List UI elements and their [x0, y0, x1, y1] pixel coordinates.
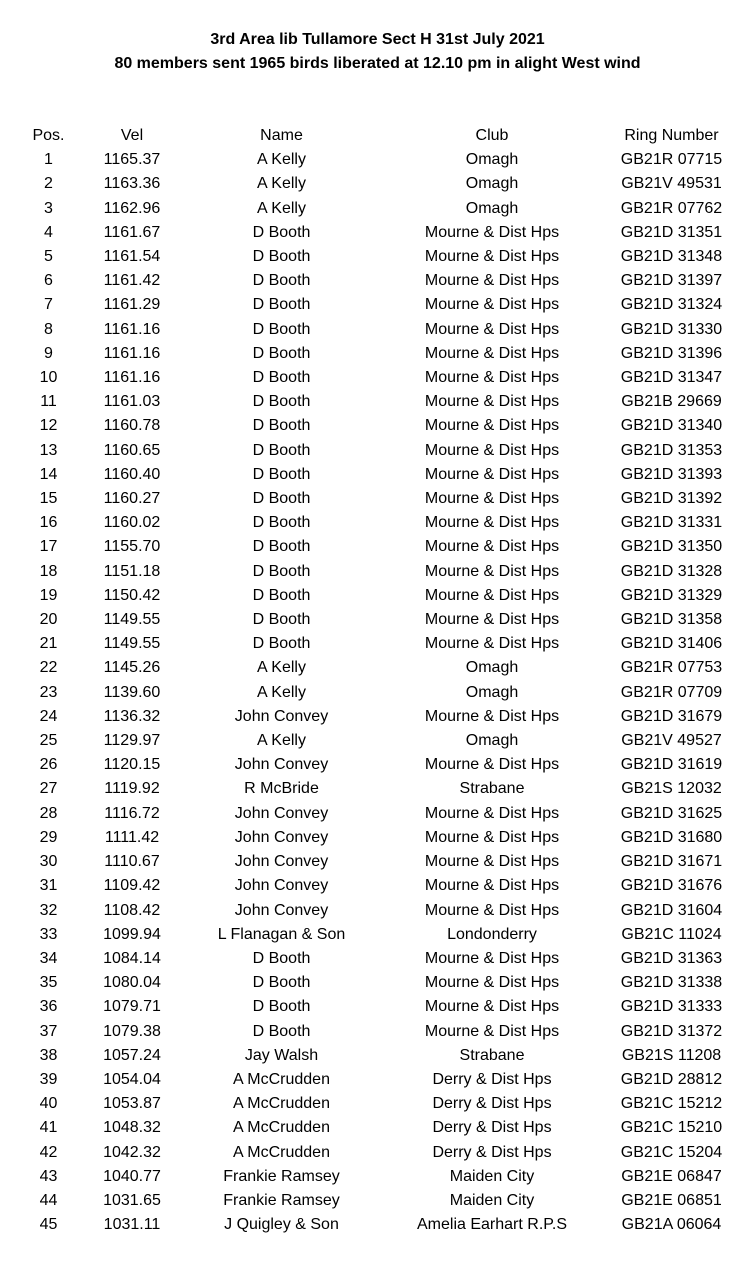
pos-cell: 41: [39, 1119, 58, 1137]
club-cell: Omagh: [465, 151, 519, 169]
name-cell: John Convey: [234, 707, 329, 725]
ring-number-cell: GB21E 06847: [621, 1167, 722, 1185]
club-cell: Mourne & Dist Hps: [424, 1022, 560, 1040]
table-row: [0, 487, 755, 511]
name-cell: D Booth: [252, 344, 311, 362]
ring-number-cell: GB21R 07762: [620, 199, 723, 217]
vel-cell: 1149.55: [103, 611, 161, 629]
table-row: [0, 947, 755, 971]
name-cell: D Booth: [252, 611, 311, 629]
club-cell: Mourne & Dist Hps: [424, 369, 560, 387]
club-cell: Derry & Dist Hps: [432, 1070, 552, 1088]
club-cell: Derry & Dist Hps: [432, 1095, 552, 1113]
club-cell: Strabane: [459, 780, 525, 798]
vel-cell: 1155.70: [103, 538, 161, 556]
vel-cell: 1151.18: [103, 562, 161, 580]
name-cell: D Booth: [252, 514, 311, 532]
pos-cell: 25: [39, 732, 58, 750]
name-cell: D Booth: [252, 538, 311, 556]
club-cell: Maiden City: [449, 1167, 535, 1185]
results-body: [0, 148, 755, 1237]
ring-number-cell: GB21D 31347: [620, 369, 723, 387]
ring-number-cell: GB21D 31358: [620, 611, 723, 629]
pos-cell: 10: [39, 369, 58, 387]
ring-number-cell: GB21D 31619: [620, 756, 723, 774]
vel-cell: 1079.71: [103, 998, 161, 1016]
table-row: [0, 681, 755, 705]
vel-cell: 1150.42: [103, 586, 161, 604]
pos-cell: 9: [44, 344, 53, 362]
ring-number-cell: GB21D 31340: [620, 417, 723, 435]
name-cell: Frankie Ramsey: [223, 1167, 340, 1185]
club-cell: Mourne & Dist Hps: [424, 417, 560, 435]
name-cell: L Flanagan & Son: [217, 925, 346, 943]
ring-number-cell: GB21D 31679: [620, 707, 723, 725]
name-cell: D Booth: [252, 562, 311, 580]
vel-cell: 1054.04: [103, 1070, 161, 1088]
ring-number-cell: GB21D 31604: [620, 901, 723, 919]
table-row: [0, 971, 755, 995]
table-row: [0, 923, 755, 947]
pos-cell: 14: [39, 465, 58, 483]
club-cell: Mourne & Dist Hps: [424, 877, 560, 895]
pos-cell: 16: [39, 514, 58, 532]
ring-number-cell: GB21R 07715: [620, 151, 723, 169]
page-title: 3rd Area lib Tullamore Sect H 31st July 2021: [210, 31, 545, 48]
table-row: [0, 995, 755, 1019]
name-cell: John Convey: [234, 853, 329, 871]
club-cell: Londonderry: [447, 925, 537, 943]
ring-number-cell: GB21D 31351: [620, 223, 723, 241]
ring-number-cell: GB21D 31680: [620, 828, 723, 846]
ring-number-cell: GB21D 31329: [620, 586, 723, 604]
vel-cell: 1048.32: [103, 1119, 161, 1137]
pos-cell: 31: [39, 877, 58, 895]
club-cell: Maiden City: [449, 1191, 535, 1209]
name-cell: D Booth: [252, 320, 311, 338]
vel-cell: 1139.60: [103, 683, 161, 701]
ring-number-cell: GB21S 12032: [621, 780, 722, 798]
vel-cell: 1080.04: [103, 974, 161, 992]
name-cell: A Kelly: [257, 659, 306, 677]
table-row: [0, 1213, 755, 1237]
vel-cell: 1161.16: [103, 344, 161, 362]
name-cell: A Kelly: [257, 175, 306, 193]
vel-cell: 1031.65: [103, 1191, 161, 1209]
name-cell: D Booth: [252, 393, 311, 411]
vel-cell: 1161.42: [103, 272, 161, 290]
vel-cell: 1161.16: [103, 320, 161, 338]
ring-number-cell: GB21R 07709: [620, 683, 723, 701]
vel-cell: 1161.29: [103, 296, 161, 314]
name-cell: D Booth: [252, 586, 311, 604]
table-row: [0, 753, 755, 777]
vel-cell: 1119.92: [104, 780, 160, 798]
vel-cell: 1162.96: [103, 199, 161, 217]
ring-number-cell: GB21D 31350: [620, 538, 723, 556]
ring-number-cell: GB21D 31372: [620, 1022, 723, 1040]
pos-cell: 35: [39, 974, 58, 992]
column-header-ring-number: Ring Number: [624, 127, 719, 144]
name-cell: D Booth: [252, 1022, 311, 1040]
ring-number-cell: GB21D 28812: [620, 1070, 723, 1088]
club-cell: Mourne & Dist Hps: [424, 804, 560, 822]
table-row: [0, 197, 755, 221]
pos-cell: 13: [39, 441, 58, 459]
vel-cell: 1136.32: [103, 707, 161, 725]
name-cell: A Kelly: [257, 151, 306, 169]
vel-cell: 1129.97: [103, 732, 161, 750]
table-row: [0, 850, 755, 874]
club-cell: Mourne & Dist Hps: [424, 586, 560, 604]
vel-cell: 1160.40: [103, 465, 161, 483]
pos-cell: 28: [39, 804, 58, 822]
name-cell: John Convey: [234, 804, 329, 822]
table-header-row: [0, 124, 755, 148]
club-cell: Mourne & Dist Hps: [424, 272, 560, 290]
pos-cell: 6: [44, 272, 53, 290]
ring-number-cell: GB21D 31393: [620, 465, 723, 483]
table-row: [0, 221, 755, 245]
pos-cell: 19: [39, 586, 58, 604]
vel-cell: 1053.87: [103, 1095, 161, 1113]
ring-number-cell: GB21C 11024: [621, 925, 722, 943]
ring-number-cell: GB21C 15212: [620, 1095, 723, 1113]
ring-number-cell: GB21D 31676: [620, 877, 723, 895]
name-cell: A McCrudden: [233, 1070, 330, 1088]
table-row: [0, 366, 755, 390]
ring-number-cell: GB21E 06851: [621, 1191, 722, 1209]
club-cell: Mourne & Dist Hps: [424, 974, 560, 992]
club-cell: Mourne & Dist Hps: [424, 611, 560, 629]
table-row: [0, 1189, 755, 1213]
name-cell: A McCrudden: [233, 1095, 330, 1113]
club-cell: Mourne & Dist Hps: [424, 296, 560, 314]
name-cell: D Booth: [252, 635, 311, 653]
pos-cell: 44: [39, 1191, 58, 1209]
column-header-club: Club: [475, 127, 509, 144]
ring-number-cell: GB21V 49527: [621, 732, 722, 750]
club-cell: Mourne & Dist Hps: [424, 393, 560, 411]
ring-number-cell: GB21D 31396: [620, 344, 723, 362]
club-cell: Mourne & Dist Hps: [424, 320, 560, 338]
name-cell: A Kelly: [257, 199, 306, 217]
pos-cell: 15: [39, 490, 58, 508]
name-cell: D Booth: [252, 248, 311, 266]
club-cell: Mourne & Dist Hps: [424, 853, 560, 871]
table-row: [0, 899, 755, 923]
name-cell: Jay Walsh: [244, 1046, 319, 1064]
name-cell: John Convey: [234, 828, 329, 846]
table-row: [0, 560, 755, 584]
table-row: [0, 1092, 755, 1116]
table-row: [0, 1020, 755, 1044]
club-cell: Mourne & Dist Hps: [424, 538, 560, 556]
club-cell: Mourne & Dist Hps: [424, 514, 560, 532]
pos-cell: 2: [44, 175, 53, 193]
table-row: [0, 1068, 755, 1092]
table-row: [0, 511, 755, 535]
ring-number-cell: GB21D 31353: [620, 441, 723, 459]
vel-cell: 1161.16: [103, 369, 161, 387]
pos-cell: 18: [39, 562, 58, 580]
name-cell: A Kelly: [257, 732, 306, 750]
pos-cell: 17: [39, 538, 58, 556]
table-row: [0, 874, 755, 898]
name-cell: A McCrudden: [233, 1119, 330, 1137]
ring-number-cell: GB21C 15210: [620, 1119, 723, 1137]
pos-cell: 24: [39, 707, 58, 725]
club-cell: Mourne & Dist Hps: [424, 901, 560, 919]
vel-cell: 1163.36: [103, 175, 161, 193]
table-row: [0, 463, 755, 487]
club-cell: Mourne & Dist Hps: [424, 441, 560, 459]
table-row: [0, 172, 755, 196]
pos-cell: 23: [39, 683, 58, 701]
vel-cell: 1161.54: [103, 248, 161, 266]
pos-cell: 38: [39, 1046, 58, 1064]
ring-number-cell: GB21D 31328: [620, 562, 723, 580]
vel-cell: 1057.24: [103, 1046, 161, 1064]
club-cell: Omagh: [465, 732, 519, 750]
table-row: [0, 245, 755, 269]
pos-cell: 11: [40, 393, 57, 411]
ring-number-cell: GB21D 31331: [620, 514, 723, 532]
pos-cell: 4: [44, 223, 53, 241]
name-cell: D Booth: [252, 417, 311, 435]
vel-cell: 1108.42: [103, 901, 161, 919]
table-row: [0, 656, 755, 680]
vel-cell: 1110.67: [104, 853, 160, 871]
pos-cell: 12: [39, 417, 58, 435]
pos-cell: 21: [39, 635, 58, 653]
ring-number-cell: GB21D 31363: [620, 949, 723, 967]
pos-cell: 39: [39, 1070, 58, 1088]
club-cell: Strabane: [459, 1046, 525, 1064]
table-row: [0, 608, 755, 632]
vel-cell: 1116.72: [104, 804, 160, 822]
vel-cell: 1161.67: [103, 223, 161, 241]
column-header-vel: Vel: [120, 127, 144, 144]
column-header-pos: Pos.: [32, 127, 65, 144]
vel-cell: 1109.42: [103, 877, 161, 895]
pos-cell: 43: [39, 1167, 58, 1185]
club-cell: Omagh: [465, 683, 519, 701]
ring-number-cell: GB21C 15204: [620, 1143, 723, 1161]
vel-cell: 1160.65: [103, 441, 161, 459]
club-cell: Mourne & Dist Hps: [424, 562, 560, 580]
ring-number-cell: GB21D 31625: [620, 804, 723, 822]
table-row: [0, 269, 755, 293]
page-subtitle: 80 members sent 1965 birds liberated at 12.10 pm in alight West wind: [114, 55, 641, 72]
name-cell: A Kelly: [257, 683, 306, 701]
pos-cell: 42: [39, 1143, 58, 1161]
name-cell: D Booth: [252, 974, 311, 992]
ring-number-cell: GB21D 31392: [620, 490, 723, 508]
results-table: [0, 124, 755, 1237]
pos-cell: 22: [39, 659, 58, 677]
ring-number-cell: GB21D 31330: [620, 320, 723, 338]
pos-cell: 34: [39, 949, 58, 967]
club-cell: Amelia Earhart R.P.S: [417, 1216, 567, 1234]
club-cell: Omagh: [465, 199, 519, 217]
club-cell: Mourne & Dist Hps: [424, 223, 560, 241]
table-row: [0, 777, 755, 801]
pos-cell: 3: [44, 199, 53, 217]
vel-cell: 1079.38: [103, 1022, 161, 1040]
table-row: [0, 1141, 755, 1165]
table-row: [0, 632, 755, 656]
vel-cell: 1040.77: [103, 1167, 161, 1185]
name-cell: R McBride: [244, 780, 319, 798]
vel-cell: 1160.02: [103, 514, 161, 532]
ring-number-cell: GB21A 06064: [621, 1216, 722, 1234]
column-header-name: Name: [260, 127, 303, 144]
name-cell: D Booth: [252, 998, 311, 1016]
ring-number-cell: GB21S 11208: [621, 1046, 722, 1064]
pos-cell: 7: [44, 296, 53, 314]
vel-cell: 1160.78: [103, 417, 161, 435]
vel-cell: 1111.42: [104, 828, 160, 846]
table-row: [0, 729, 755, 753]
club-cell: Mourne & Dist Hps: [424, 707, 560, 725]
club-cell: Mourne & Dist Hps: [424, 490, 560, 508]
vel-cell: 1031.11: [103, 1216, 161, 1234]
table-row: [0, 802, 755, 826]
pos-cell: 26: [39, 756, 58, 774]
table-row: [0, 705, 755, 729]
club-cell: Omagh: [465, 175, 519, 193]
ring-number-cell: GB21D 31324: [620, 296, 723, 314]
club-cell: Omagh: [465, 659, 519, 677]
table-row: [0, 1044, 755, 1068]
club-cell: Mourne & Dist Hps: [424, 248, 560, 266]
pos-cell: 45: [39, 1216, 58, 1234]
pos-cell: 5: [44, 248, 53, 266]
pos-cell: 8: [44, 320, 53, 338]
table-row: [0, 535, 755, 559]
name-cell: D Booth: [252, 490, 311, 508]
club-cell: Mourne & Dist Hps: [424, 635, 560, 653]
vel-cell: 1099.94: [103, 925, 161, 943]
table-row: [0, 1116, 755, 1140]
ring-number-cell: GB21D 31406: [620, 635, 723, 653]
club-cell: Mourne & Dist Hps: [424, 949, 560, 967]
vel-cell: 1145.26: [103, 659, 161, 677]
name-cell: D Booth: [252, 441, 311, 459]
ring-number-cell: GB21D 31397: [620, 272, 723, 290]
pos-cell: 32: [39, 901, 58, 919]
table-row: [0, 414, 755, 438]
pos-cell: 37: [39, 1022, 58, 1040]
vel-cell: 1165.37: [103, 151, 161, 169]
name-cell: John Convey: [234, 756, 329, 774]
name-cell: D Booth: [252, 465, 311, 483]
pos-cell: 27: [39, 780, 58, 798]
name-cell: D Booth: [252, 296, 311, 314]
table-row: [0, 439, 755, 463]
club-cell: Mourne & Dist Hps: [424, 756, 560, 774]
name-cell: D Booth: [252, 949, 311, 967]
table-row: [0, 390, 755, 414]
ring-number-cell: GB21R 07753: [620, 659, 723, 677]
table-row: [0, 148, 755, 172]
club-cell: Mourne & Dist Hps: [424, 465, 560, 483]
ring-number-cell: GB21D 31671: [620, 853, 723, 871]
pos-cell: 36: [39, 998, 58, 1016]
name-cell: D Booth: [252, 369, 311, 387]
vel-cell: 1160.27: [103, 490, 161, 508]
vel-cell: 1120.15: [103, 756, 161, 774]
vel-cell: 1084.14: [103, 949, 161, 967]
club-cell: Mourne & Dist Hps: [424, 344, 560, 362]
table-row: [0, 293, 755, 317]
ring-number-cell: GB21B 29669: [621, 393, 722, 411]
name-cell: D Booth: [252, 272, 311, 290]
pos-cell: 1: [44, 151, 53, 169]
club-cell: Mourne & Dist Hps: [424, 828, 560, 846]
vel-cell: 1042.32: [103, 1143, 161, 1161]
pos-cell: 20: [39, 611, 58, 629]
pos-cell: 30: [39, 853, 58, 871]
name-cell: John Convey: [234, 901, 329, 919]
pos-cell: 40: [39, 1095, 58, 1113]
table-row: [0, 826, 755, 850]
table-row: [0, 1165, 755, 1189]
ring-number-cell: GB21D 31338: [620, 974, 723, 992]
vel-cell: 1149.55: [103, 635, 161, 653]
name-cell: D Booth: [252, 223, 311, 241]
name-cell: Frankie Ramsey: [223, 1191, 340, 1209]
pos-cell: 33: [39, 925, 58, 943]
table-row: [0, 342, 755, 366]
club-cell: Derry & Dist Hps: [432, 1119, 552, 1137]
name-cell: John Convey: [234, 877, 329, 895]
ring-number-cell: GB21D 31333: [620, 998, 723, 1016]
table-row: [0, 318, 755, 342]
vel-cell: 1161.03: [103, 393, 161, 411]
name-cell: A McCrudden: [233, 1143, 330, 1161]
ring-number-cell: GB21D 31348: [620, 248, 723, 266]
ring-number-cell: GB21V 49531: [621, 175, 722, 193]
table-row: [0, 584, 755, 608]
club-cell: Mourne & Dist Hps: [424, 998, 560, 1016]
club-cell: Derry & Dist Hps: [432, 1143, 552, 1161]
pos-cell: 29: [39, 828, 58, 846]
name-cell: J Quigley & Son: [224, 1216, 339, 1234]
